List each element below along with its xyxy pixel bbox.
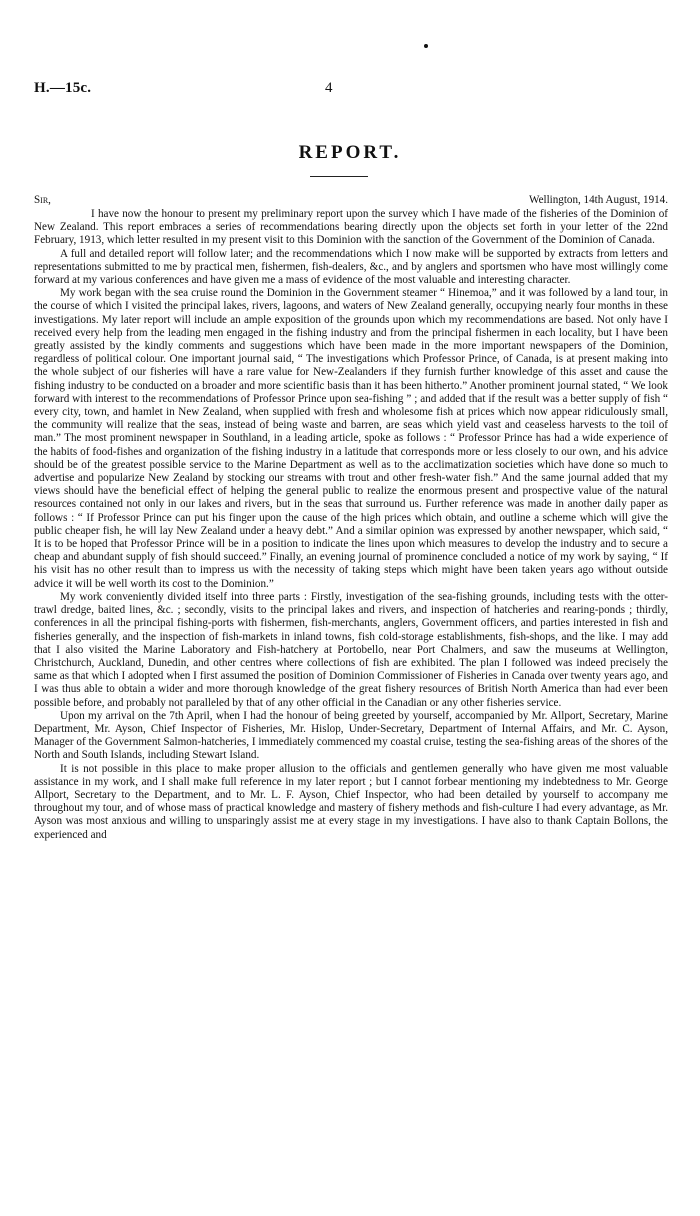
report-title: REPORT. [298, 142, 402, 163]
paragraph-introduction: I have now the honour to present my preliminary report upon the survey which I have made of the fisheries of the Dominion of New Zealand. This report embraces a series of recommendations bearing directly upon the objects set forth in your letter of the 22nd February, 1913, which letter resulted in my present visit to this Dominion with the sanction of the Government of the Dominion of Canada. [34, 208, 668, 247]
paragraph-sea-cruise: My work began with the sea cruise round the Dominion in the Government steamer “ Hinemoa,” and it was followed by a land tour, in the course of which I visited the principal lakes, rivers, lagoons, and waters of New Zealand generally, occupying nearly four months in these investigations. My later report will include an ample exposition of the grounds upon which my recommendations are based. Not only have I received every help from the leading men engaged in the fishing industry and from the principal fishermen in each locality, but I have been greatly assisted by the kindly comments and suggestions which have been made in the more important newspapers of the Dominion, regardless of political colour. One important journal said, “ The investigations which Professor Prince, of Canada, is at present making into the whole subject of our fisheries will have a rare value for New-Zealanders if they furnish further knowledge of this asset and cause the fishing industry to be conducted on a broader and more scientific basis than it has been hitherto.” Another prominent journal stated, “ We look forward with interest to the recommendations of Professor Prince upon sea-fishing ” ; and added that if the result was a better supply of fish “ every city, town, and hamlet in New Zealand, when supplied with fresh and wholesome fish at prices which now appear ridiculously small, the community will realize that the seas, instead of being waste and barren, are seas which yield vast and ceaseless harvests to the toil of man.” The most prominent newspaper in Southland, in a leading article, spoke as follows : “ Professor Prince has had a wide experience of the habits of food-fishes and organization of the fishing industry in a latitude that corresponds more or less closely to our own, and his advice should be of the greatest possible service to the Marine Department as well as to the acclimatization societies which have done so much to advertise and popularize New Zealand by stocking our streams with trout and other fresh-water fish.” And the same journal added that my views should have the beneficial effect of helping the general public to realize the enormous present and prospective value of the natural resources contained not only in our lakes and rivers, but in the seas that surround us. Further reference was made in another daily paper as follows : “ If Professor Prince can put his finger upon the cause of the high prices which obtain, and outline a scheme which will give the public cheaper fish, he will lay New Zealand under a heavy debt.” And a similar opinion was expressed by another newspaper, which said, “ It is to be hoped that Professor Prince will be in a position to indicate the lines upon which measures to develop the industry and to secure a cheap and abundant supply of fish should succeed.” Finally, an evening journal of prominence concluded a notice of my work by saying, “ If his visit has no other result than to impress us with the necessity of taking steps which might have been taken years ago without outside advice it will be well worth its cost to the Dominion.” [34, 287, 668, 590]
paragraph-arrival: Upon my arrival on the 7th April, when I had the honour of being greeted by yourself, accompanied by Mr. Allport, Secretary, Marine Department, Mr. Ayson, Chief Inspector of Fisheries, Mr. Hislop, Under-Secretary, Department of Internal Affairs, and Mr. C. Ayson, Manager of the Government Salmon-hatcheries, I immediately commenced my coastal cruise, testing the sea-fishing areas of the shores of the North and South Islands, including Stewart Island. [34, 709, 668, 762]
salutation: Sir, [34, 194, 51, 206]
page-number: 4 [325, 80, 333, 96]
ink-dot-mark [424, 44, 428, 48]
date-line: Wellington, 14th August, 1914. [528, 194, 668, 206]
paragraph-acknowledgements: It is not possible in this place to make proper allusion to the officials and gentlemen generally who have given me most valuable assistance in my work, and I shall make full reference in my later report ; but I cannot forbear mentioning my indebtedness to Mr. George Allport, Secretary to the Department, and to Mr. L. F. Ayson, Chief Inspector, who had been detailed by yourself to accompany me throughout my tour, and of whose mass of practical knowledge and mastery of fishery methods and fish-culture I had every advantage, as Mr. Ayson was most anxious and willing to unsparingly assist me at every stage in my investigations. I have also to thank Captain Bollons, the experienced and [34, 762, 668, 841]
paragraph-full-report: A full and detailed report will follow later; and the recommendations which I now make will be supported by extracts from letters and representations submitted to me by practical men, fishermen, fish-dealers, &c., and by anglers and sportsmen who have most willingly come forward at my various conferences and have given me a mass of evidence of the most valuable and interesting character. [34, 247, 668, 287]
paragraph-work-parts: My work conveniently divided itself into three parts : Firstly, investigation of the sea-fishing grounds, including tests with the otter-trawl dredge, baited lines, &c. ; secondly, visits to the principal lakes and rivers, and inspection of hatcheries and rearing-ponds ; thirdly, conferences in all the principal fishing-ports with fishermen, fish-merchants, anglers, Government officers, and parties interested in fish and fisheries generally, and the inspection of fish-markets in inland towns, fish cold-storage establishments, fish-shops, and the like. I may add that I also visited the Marine Laboratory and Fish-hatchery at Portobello, near Port Chalmers, and saw the museums at Wellington, Christchurch, Auckland, Dunedin, and other centres where collections of fish are exhibited. The plan I followed was indeed precisely the same as that which I adopted when I first assumed the position of Dominion Commissioner of Fisheries in Canada over twenty years ago, and I was thus able to obtain a wider and more thorough knowledge of the great fishery resources of British North America than had ever been possible before, and probably not paralleled by that of any other official in the Canadian or any other fisheries service. [34, 590, 668, 709]
document-reference: H.—15c. [34, 80, 92, 96]
title-underline-rule [310, 176, 368, 177]
report-body [34, 208, 668, 842]
